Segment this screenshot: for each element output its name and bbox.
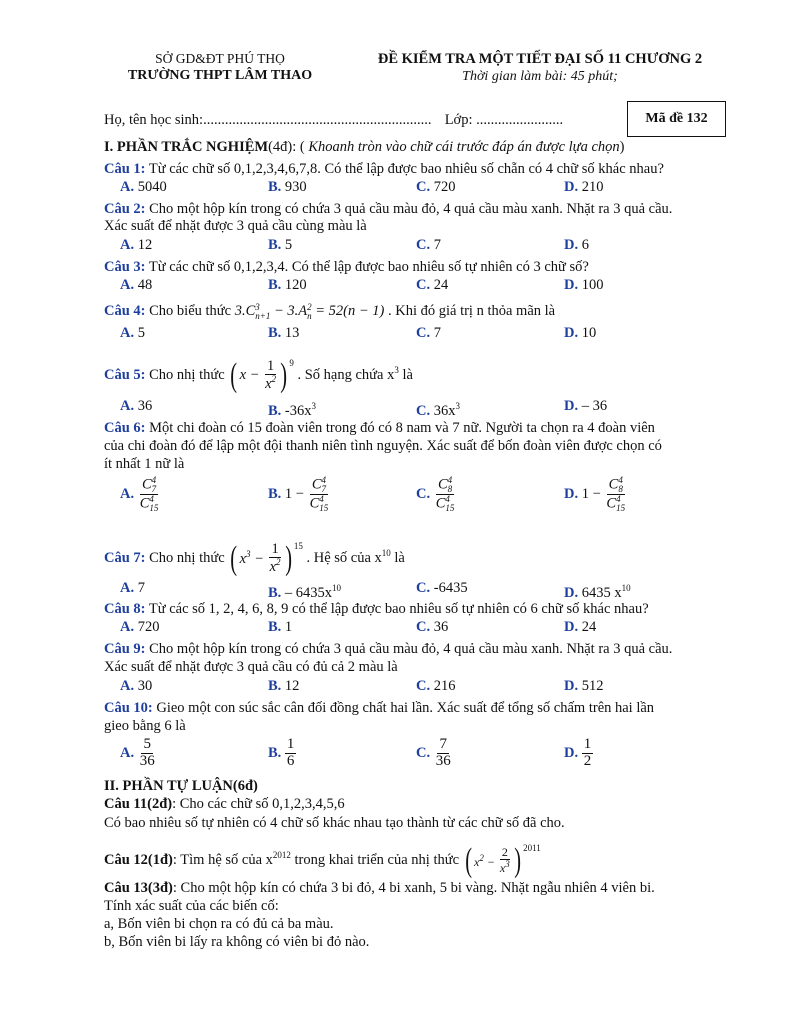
option-a[interactable]: A. 5040 bbox=[120, 179, 167, 195]
option-d[interactable]: D. 6 bbox=[564, 237, 589, 253]
exam-time: Thời gian làm bài: 45 phút; bbox=[462, 69, 618, 84]
question-13-part-a: a, Bốn viên bi chọn ra có đủ cả ba màu. bbox=[104, 916, 334, 932]
option-c[interactable]: C. -6435 bbox=[416, 580, 468, 596]
option-a[interactable]: A. 720 bbox=[120, 619, 160, 635]
question-13-part-b: b, Bốn viên bi lấy ra không có viên bi đỏ nào. bbox=[104, 934, 370, 950]
school-name: TRƯỜNG THPT LÂM THAO bbox=[127, 68, 313, 83]
question-6-line2: của chi đoàn đó để lập một đội thanh niên tình nguyện. Xác suất để bốn đoàn viên được chọn có bbox=[104, 438, 662, 454]
option-a[interactable]: A. 30 bbox=[120, 678, 153, 694]
question-2: Câu 2: Cho một hộp kín trong có chứa 3 quả cầu màu đỏ, 4 quả cầu màu xanh. Nhặt ra 3 quả cầu. bbox=[104, 201, 673, 217]
option-a[interactable]: A. 5 bbox=[120, 325, 145, 341]
option-c[interactable]: C. 7 bbox=[416, 325, 441, 341]
part2-title: II. PHẦN TỰ LUẬN(6đ) bbox=[104, 778, 258, 794]
part1-title: I. PHẦN TRẮC NGHIỆM(4đ): ( Khoanh tròn vào chữ cái trước đáp án được lựa chọn) bbox=[104, 139, 625, 155]
option-b[interactable]: B. 5 bbox=[268, 237, 293, 253]
option-b[interactable]: B. 13 bbox=[268, 325, 300, 341]
exam-title: ĐỀ KIỂM TRA MỘT TIẾT ĐẠI SỐ 11 CHƯƠNG 2 bbox=[377, 51, 703, 67]
exam-code-box: Mã đề 132 bbox=[627, 101, 726, 137]
question-4: Câu 4: Cho biểu thức 3.C 3 n+1 − 3.A 2 n = 52(n − 1) . Khi đó giá trị n thỏa mãn là bbox=[104, 301, 556, 321]
question-6-line3: ít nhất 1 nữ là bbox=[104, 456, 185, 472]
question-13-line2: Tính xác suất của các biến cố: bbox=[104, 898, 279, 914]
option-c[interactable]: C. 7 bbox=[416, 237, 441, 253]
option-d[interactable]: D. 100 bbox=[564, 277, 604, 293]
option-b[interactable]: B. $\frac{1}{6}$ bbox=[268, 736, 295, 769]
option-a[interactable]: A. 48 bbox=[120, 277, 153, 293]
option-d[interactable]: D. – 36 bbox=[564, 398, 608, 414]
question-13: Câu 13(3đ): Cho một hộp kín có chứa 3 bi đỏ, 4 bi xanh, 5 bi vàng. Nhặt ngẫu nhiên 4 viên bi. bbox=[104, 880, 655, 896]
option-c[interactable]: C. 36 bbox=[416, 619, 449, 635]
option-c[interactable]: C. 720 bbox=[416, 179, 456, 195]
question-9: Câu 9: Cho một hộp kín trong có chứa 3 quả cầu màu đỏ, 4 quả cầu màu xanh. Nhặt ra 3 quả cầu. bbox=[104, 641, 673, 657]
q12-binomial: ( $x^2$ − $\frac{2}{x^3}$ ) $^{2011}$ bbox=[464, 841, 541, 879]
student-class-field[interactable]: Lớp: ........................ bbox=[444, 112, 564, 128]
student-name-field[interactable]: Họ, tên học sinh:............................................................... bbox=[104, 112, 432, 128]
option-b[interactable]: B. – $6435x^{10}$ bbox=[268, 583, 342, 601]
option-c[interactable]: C. 24 bbox=[416, 277, 449, 293]
question-5: Câu 5: Cho nhị thức ( x − $\frac{1}{x^2}$ ) $^9$ . Số hạng chứa $x^3$ là bbox=[104, 356, 413, 394]
q4-formula: 3.C 3 n+1 − 3.A 2 n = 52(n − 1) bbox=[234, 301, 385, 321]
option-a[interactable]: A. C 4 7 C 4 15 bbox=[120, 475, 159, 513]
option-b[interactable]: B. $-36x^3$ bbox=[268, 401, 317, 419]
option-d[interactable]: D. 10 bbox=[564, 325, 597, 341]
option-c[interactable]: C. $36x^3$ bbox=[416, 401, 460, 419]
question-11-line2: Có bao nhiêu số tự nhiên có 4 chữ số khác nhau tạo thành từ các chữ số đã cho. bbox=[104, 815, 565, 831]
option-c[interactable]: C. C 4 8 C 4 15 bbox=[416, 475, 455, 513]
question-6-options bbox=[0, 474, 792, 524]
question-2-line2: Xác suất để nhặt được 3 quả cầu cùng màu là bbox=[104, 218, 367, 234]
question-10-options bbox=[0, 737, 792, 779]
option-a[interactable]: A. 12 bbox=[120, 237, 153, 253]
question-6: Câu 6: Một chi đoàn có 15 đoàn viên trong đó có 8 nam và 7 nữ. Người ta chọn ra 4 đoàn viên bbox=[104, 420, 655, 436]
option-b[interactable]: B. 12 bbox=[268, 678, 300, 694]
option-d[interactable]: D. 24 bbox=[564, 619, 597, 635]
option-a[interactable]: A. 7 bbox=[120, 580, 145, 596]
q5-binomial: ( x − $\frac{1}{x^2}$ ) $^9$ bbox=[230, 356, 294, 394]
question-3: Câu 3: Từ các chữ số 0,1,2,3,4. Có thể lập được bao nhiêu số tự nhiên có 3 chữ số? bbox=[104, 259, 589, 275]
question-7: Câu 7: Cho nhị thức ( $x^3$ − $\frac{1}{x^2}$ ) $^{15}$ . Hệ số của $x^{10}$ là bbox=[104, 539, 405, 577]
option-b[interactable]: B. 930 bbox=[268, 179, 307, 195]
exam-header bbox=[350, 50, 730, 86]
option-d[interactable]: D. 6435 $x^{10}$ bbox=[564, 583, 631, 601]
option-a[interactable]: A. $\frac{5}{36}$ bbox=[120, 736, 155, 769]
student-info-line bbox=[104, 112, 563, 129]
question-10: Câu 10: Gieo một con súc sắc cân đối đồng chất hai lần. Xác suất để tổng số chấm trên hai lần bbox=[104, 700, 655, 716]
option-b[interactable]: B. 1 − C 4 7 C 4 15 bbox=[268, 475, 329, 513]
question-9-line2: Xác suất để nhặt được 3 quả cầu có đủ cả 2 màu là bbox=[104, 659, 398, 675]
option-c[interactable]: C. 216 bbox=[416, 678, 456, 694]
option-d[interactable]: D. 512 bbox=[564, 678, 604, 694]
option-b[interactable]: B. 120 bbox=[268, 277, 307, 293]
option-d[interactable]: D. 210 bbox=[564, 179, 604, 195]
option-d[interactable]: D. $\frac{1}{2}$ bbox=[564, 736, 592, 769]
question-1: Câu 1: Từ các chữ số 0,1,2,3,4,6,7,8. Có thể lập được bao nhiêu số chẵn có 4 chữ số khác nhau? bbox=[104, 161, 664, 177]
department-name: SỞ GD&ĐT PHÚ THỌ bbox=[155, 51, 285, 66]
question-10-line2: gieo bằng 6 là bbox=[104, 718, 186, 734]
option-c[interactable]: C. $\frac{7}{36}$ bbox=[416, 736, 451, 769]
option-a[interactable]: A. 36 bbox=[120, 398, 153, 414]
question-12: Câu 12(1đ): Tìm hệ số của $x^{2012}$ trong khai triển của nhị thức ( $x^2$ − $\frac{2}{x^3}$ ) $^{2011}$ bbox=[104, 841, 541, 879]
option-d[interactable]: D. 1 − C 4 8 C 4 15 bbox=[564, 475, 626, 513]
question-11: Câu 11(2đ): Cho các chữ số 0,1,2,3,4,5,6 bbox=[104, 796, 345, 812]
option-b[interactable]: B. 1 bbox=[268, 619, 293, 635]
school-header bbox=[110, 50, 330, 84]
question-8: Câu 8: Từ các số 1, 2, 4, 6, 8, 9 có thể lập được bao nhiêu số tự nhiên có 6 chữ số khác nhau? bbox=[104, 601, 649, 617]
q7-binomial: ( $x^3$ − $\frac{1}{x^2}$ ) $^{15}$ bbox=[230, 539, 303, 577]
